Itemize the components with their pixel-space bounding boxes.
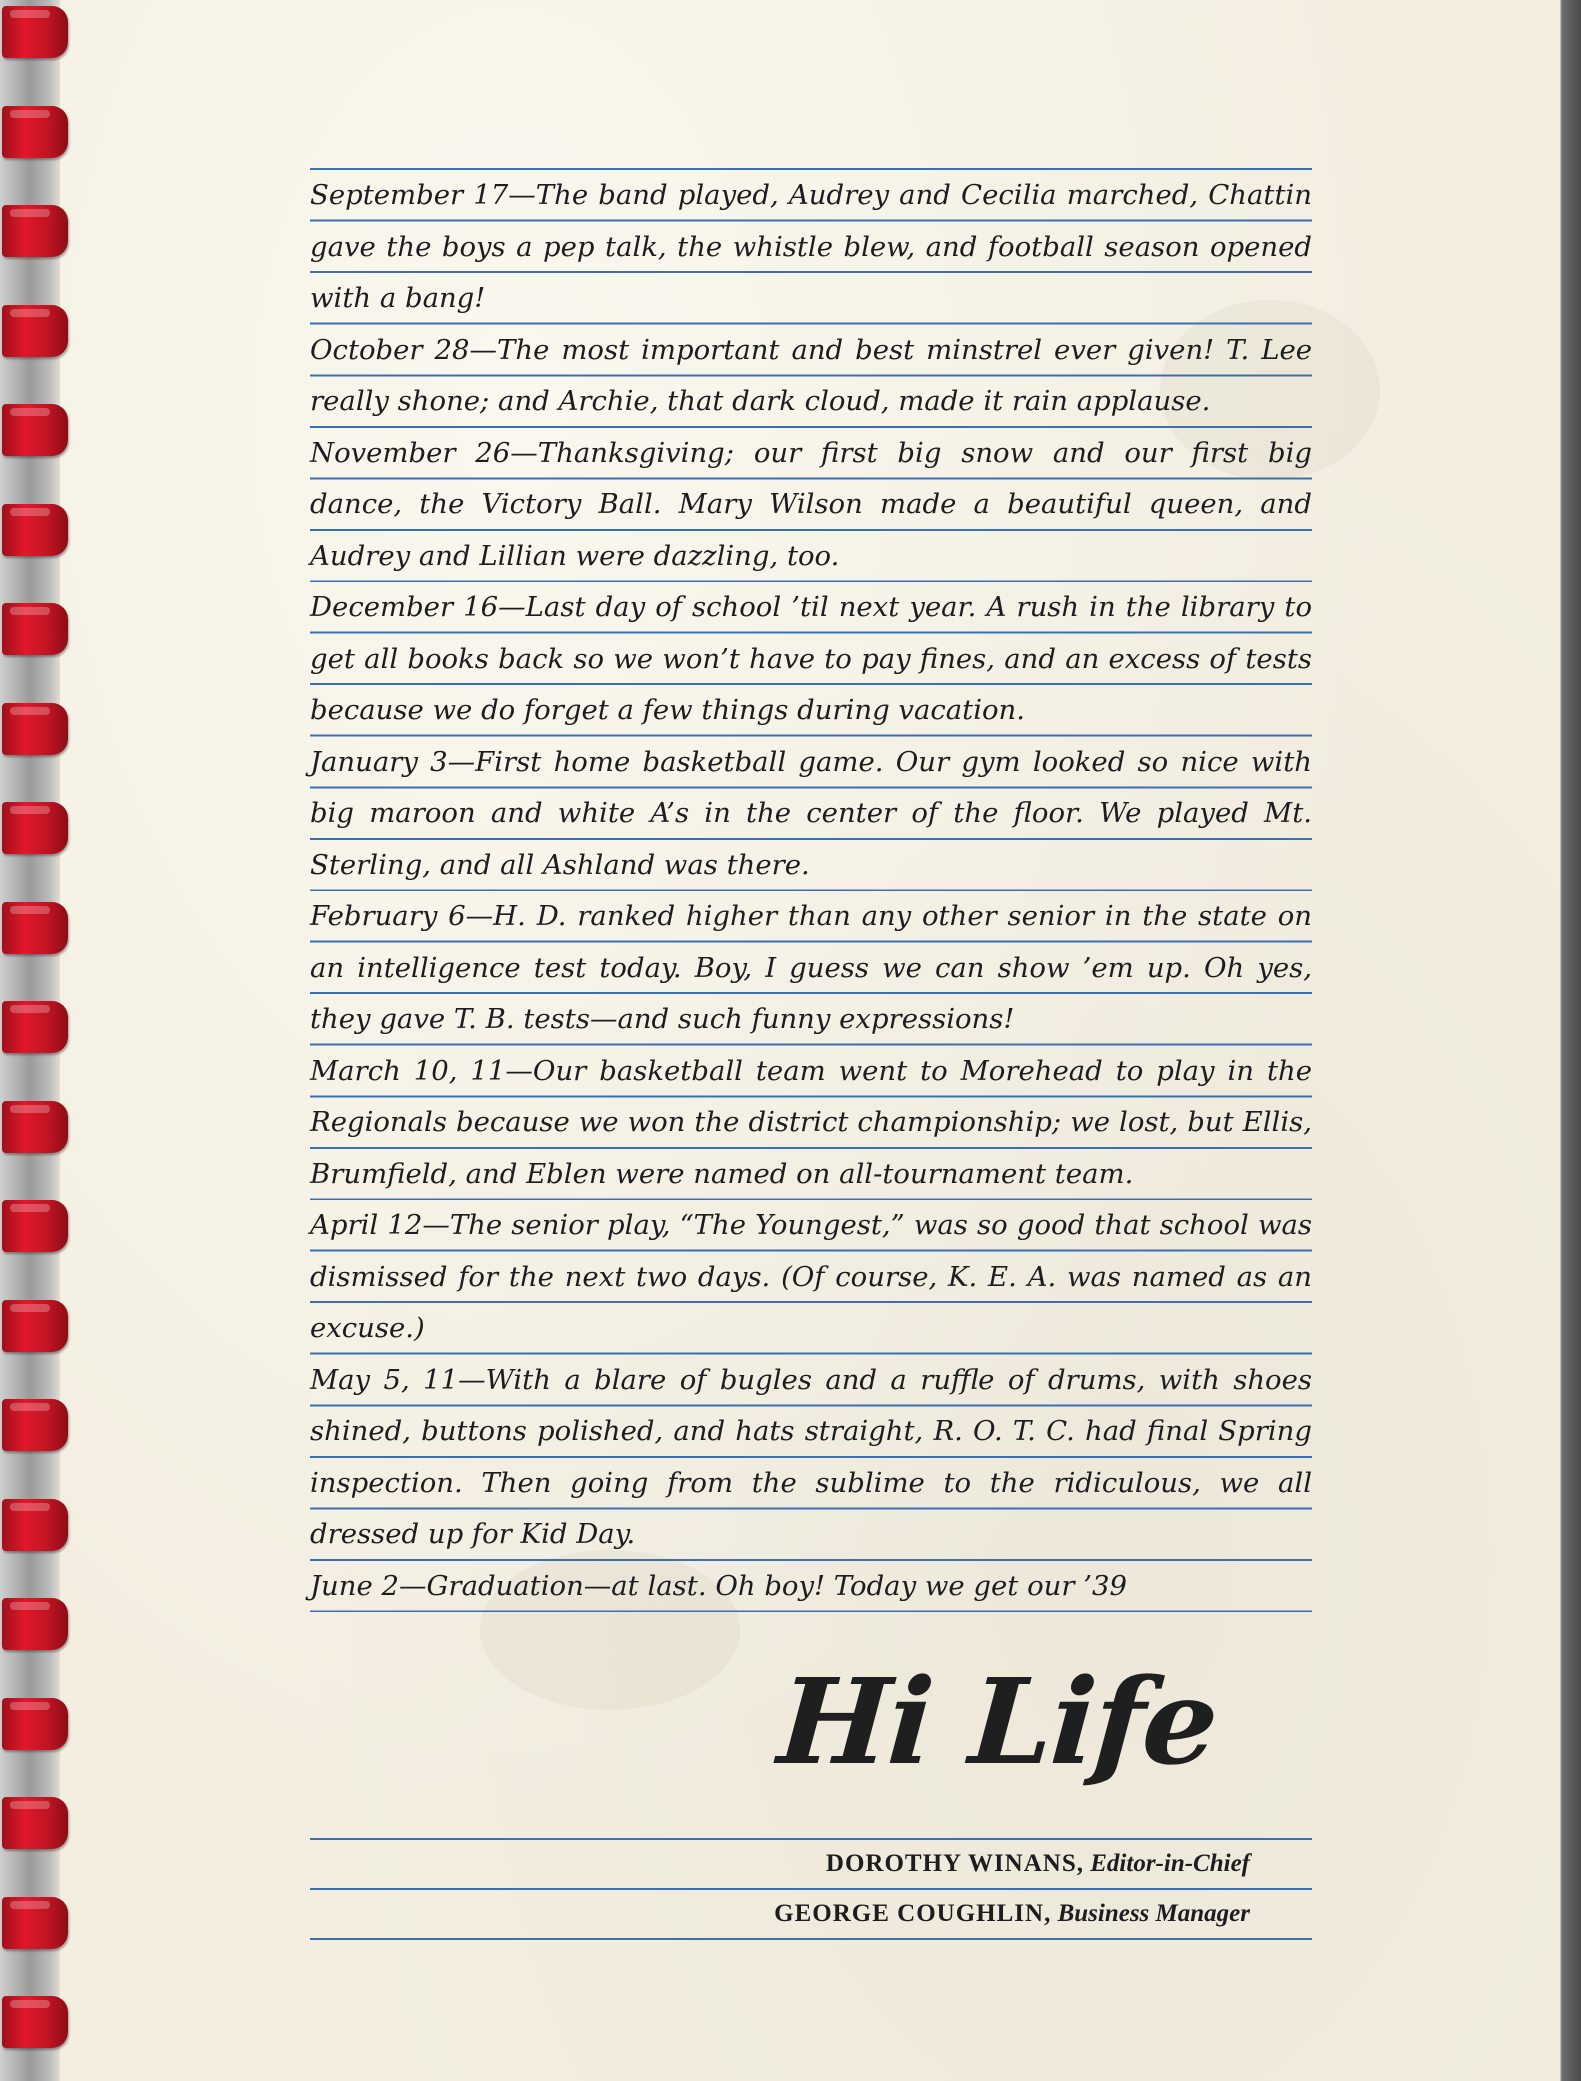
binding-coil	[2, 603, 68, 655]
binding-coil	[2, 6, 68, 58]
calendar-entry: March 10, 11—Our basketball team went to Morehead to play in the Regionals because we won the district championship; we lost, but Ellis, Brumfield, and Eblen were named on all-tournament team.	[310, 1046, 1312, 1201]
calendar-entry: February 6—H. D. ranked higher than any other senior in the state on an intelligence test today. Boy, I guess we can show ’em up. Oh yes, they gave T. B. tests—and such funny expressions!	[310, 891, 1312, 1046]
binding-coil	[2, 106, 68, 158]
staff-credits	[310, 1838, 1312, 1940]
calendar-entry: November 26—Thanksgiving; our first big snow and our first big dance, the Victory Ball. Mary Wilson made a beautiful queen, and Audrey and Lillian were dazzling, too.	[310, 428, 1312, 583]
binding-coil	[2, 1996, 68, 2048]
calendar-entry: April 12—The senior play, “The Youngest,” was so good that school was dismissed for the next two days. (Of course, K. E. A. was named as an excuse.)	[310, 1200, 1312, 1355]
calendar-entries	[310, 170, 1312, 1612]
binding-coil	[2, 1698, 68, 1750]
binding-coil	[2, 902, 68, 954]
staff-role: Editor-in-Chief	[1090, 1850, 1250, 1877]
binding-coil	[2, 1300, 68, 1352]
binding-coil	[2, 1101, 68, 1153]
journal-content	[310, 168, 1312, 1940]
binding-coil	[2, 404, 68, 456]
logo-area	[310, 1630, 1312, 1838]
binding-coil	[2, 1897, 68, 1949]
staff-name: DOROTHY WINANS,	[825, 1850, 1084, 1877]
binding-coil	[2, 305, 68, 357]
binding-coil	[2, 1001, 68, 1053]
calendar-entry: October 28—The most important and best minstrel ever given! T. Lee really shone; and Archie, that dark cloud, made it rain applause.	[310, 325, 1312, 428]
binding-coil	[2, 504, 68, 556]
staff-name: GEORGE COUGHLIN,	[774, 1900, 1052, 1927]
binding-coil	[2, 1499, 68, 1551]
binding-coil	[2, 1598, 68, 1650]
binding-coil	[2, 802, 68, 854]
binding-coil	[2, 703, 68, 755]
hi-life-logo: Hi Life	[774, 1652, 1221, 1791]
calendar-entry: May 5, 11—With a blare of bugles and a ruffle of drums, with shoes shined, buttons polished, and hats straight, R. O. T. C. had final Spring inspection. Then going from the sublime to the ridiculous, we all dressed up for Kid Day.	[310, 1355, 1312, 1561]
binding-coil	[2, 1797, 68, 1849]
spiral-binding	[0, 0, 72, 2081]
calendar-entry: December 16—Last day of school ’til next year. A rush in the library to get all books back so we won’t have to pay fines, and an excess of tests because we do forget a few things during vacation.	[310, 582, 1312, 737]
calendar-entry: January 3—First home basketball game. Our gym looked so nice with big maroon and white A’s in the center of the floor. We played Mt. Sterling, and all Ashland was there.	[310, 737, 1312, 892]
binding-coil	[2, 1200, 68, 1252]
staff-role: Business Manager	[1057, 1900, 1250, 1927]
binding-coil	[2, 1399, 68, 1451]
calendar-entry: June 2—Graduation—at last. Oh boy! Today we get our ’39	[310, 1561, 1312, 1613]
calendar-entry: September 17—The band played, Audrey and Cecilia marched, Chattin gave the boys a pep talk, the whistle blew, and football season opened with a bang!	[310, 170, 1312, 325]
binding-coil	[2, 205, 68, 257]
staff-line-manager	[310, 1890, 1312, 1940]
staff-line-editor	[310, 1840, 1312, 1890]
